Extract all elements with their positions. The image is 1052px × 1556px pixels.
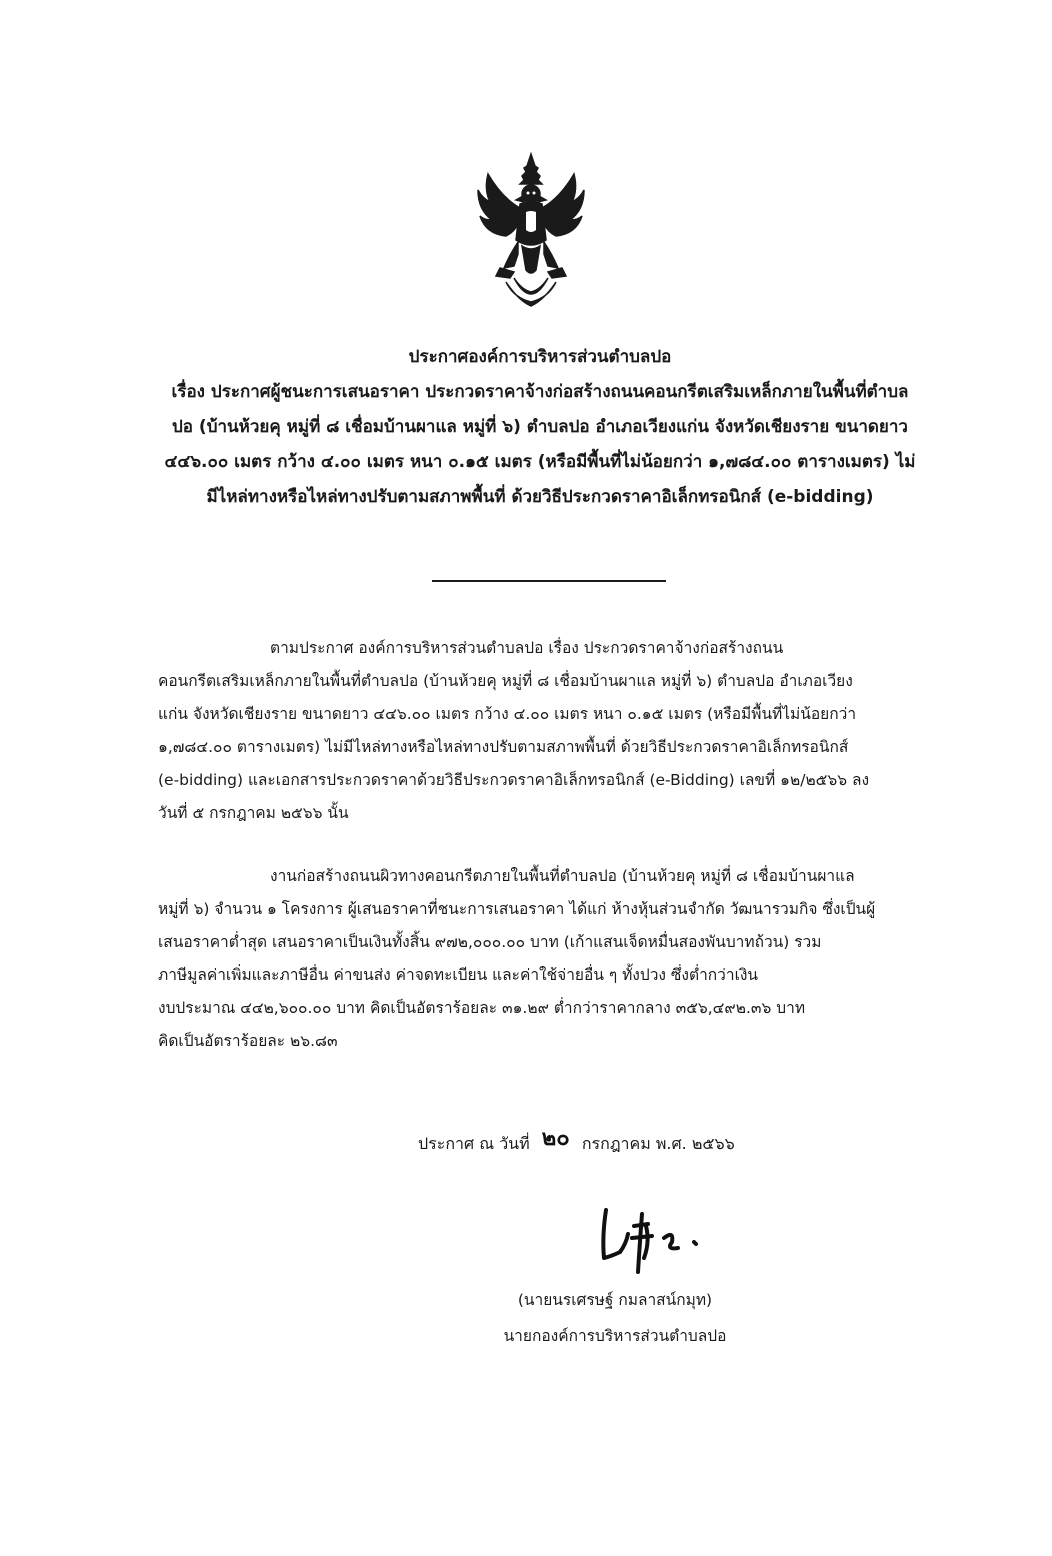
paragraph-line: ตามประกาศ องค์การบริหารส่วนตำบลปอ เรื่อง ประกวดราคาจ้างก่อสร้างถนน <box>270 639 784 657</box>
paragraph-line: แก่น จังหวัดเชียงราย ขนาดยาว ๔๔๖.๐๐ เมตร กว้าง ๔.๐๐ เมตร หนา ๐.๑๕ เมตร (หรือมีพื้นที่ไม่น้อยกว่า <box>158 705 857 723</box>
paragraph-line: หมู่ที่ ๖) จำนวน ๑ โครงการ ผู้เสนอราคาที่ชนะการเสนอราคา ได้แก่ ห้างหุ้นส่วนจำกัด วัฒนารวมกิจ ซึ่งเป็นผู้ <box>158 900 876 918</box>
paragraph-line: วันที่ ๕ กรกฎาคม ๒๕๖๖ นั้น <box>158 804 349 822</box>
date-prefix: ประกาศ ณ วันที่ <box>418 1134 530 1153</box>
date-day: ๒๐ <box>541 1125 570 1151</box>
heading-subject-line: เรื่อง ประกาศผู้ชนะการเสนอราคา ประกวดราคาจ้างก่อสร้างถนนคอนกรีตเสริมเหล็กภายในพื้นที่ตำบล <box>171 382 909 402</box>
paragraph-winner <box>158 860 948 1058</box>
paragraph-line: งานก่อสร้างถนนผิวทางคอนกรีตภายในพื้นที่ตำบลปอ (บ้านห้วยคุ หมู่ที่ ๘ เชื่อมบ้านผาแล <box>270 867 855 885</box>
heading-divider <box>432 580 666 582</box>
document-heading <box>140 340 940 515</box>
garuda-emblem-icon <box>474 150 588 310</box>
announcement-date <box>418 1124 735 1159</box>
paragraph-line: ๑,๗๘๔.๐๐ ตารางเมตร) ไม่มีไหล่ทางหรือไหล่ทางปรับตามสภาพพื้นที่ ด้วยวิธีประกวดราคาอิเล็กทรอนิกส์ <box>158 738 849 756</box>
handwritten-signature <box>590 1196 720 1286</box>
paragraph-line: ภาษีมูลค่าเพิ่มและภาษีอื่น ค่าขนส่ง ค่าจดทะเบียน และค่าใช้จ่ายอื่น ๆ ทั้งปวง ซึ่งต่ำกว่าเงิน <box>158 966 759 984</box>
heading-subject-line: ๔๔๖.๐๐ เมตร กว้าง ๔.๐๐ เมตร หนา ๐.๑๕ เมตร (หรือมีพื้นที่ไม่น้อยกว่า ๑,๗๘๔.๐๐ ตารางเมตร) ไม่ <box>164 452 916 472</box>
signer-name: (นายนรเศรษฐ์ กมลาสน์กมุท) <box>517 1291 713 1309</box>
paragraph-line: งบประมาณ ๔๔๒,๖๐๐.๐๐ บาท คิดเป็นอัตราร้อยละ ๓๑.๒๙ ต่ำกว่าราคากลาง ๓๕๖,๔๙๒.๓๖ บาท <box>158 999 806 1017</box>
paragraph-reference <box>158 632 948 830</box>
heading-subject-line: มีไหล่ทางหรือไหล่ทางปรับตามสภาพพื้นที่ ด้วยวิธีประกวดราคาอิเล็กทรอนิกส์ (e-bidding) <box>206 487 874 507</box>
signer-block <box>480 1282 750 1354</box>
paragraph-line: คอนกรีตเสริมเหล็กภายในพื้นที่ตำบลปอ (บ้านห้วยคุ หมู่ที่ ๘ เชื่อมบ้านผาแล หมู่ที่ ๖) ตำบลปอ อำเภอเวียง <box>158 672 853 690</box>
paragraph-line: เสนอราคาต่ำสุด เสนอราคาเป็นเงินทั้งสิ้น ๙๗๒,๐๐๐.๐๐ บาท (เก้าแสนเจ็ดหมื่นสองพันบาทถ้วน) รวม <box>158 933 822 951</box>
date-suffix: กรกฎาคม พ.ศ. ๒๕๖๖ <box>581 1134 735 1153</box>
paragraph-line: (e-bidding) และเอกสารประกวดราคาด้วยวิธีประกวดราคาอิเล็กทรอนิกส์ (e-Bidding) เลขที่ ๑๒/๒๕๖๖ ลง <box>158 771 870 789</box>
heading-subject-line: ปอ (บ้านห้วยคุ หมู่ที่ ๘ เชื่อมบ้านผาแล หมู่ที่ ๖) ตำบลปอ อำเภอเวียงแก่น จังหวัดเชียงราย ขนาดยาว <box>172 417 908 437</box>
heading-org: ประกาศองค์การบริหารส่วนตำบลปอ <box>408 347 672 367</box>
paragraph-line: คิดเป็นอัตราร้อยละ ๒๖.๘๓ <box>158 1032 338 1050</box>
signer-position: นายกองค์การบริหารส่วนตำบลปอ <box>503 1327 727 1345</box>
